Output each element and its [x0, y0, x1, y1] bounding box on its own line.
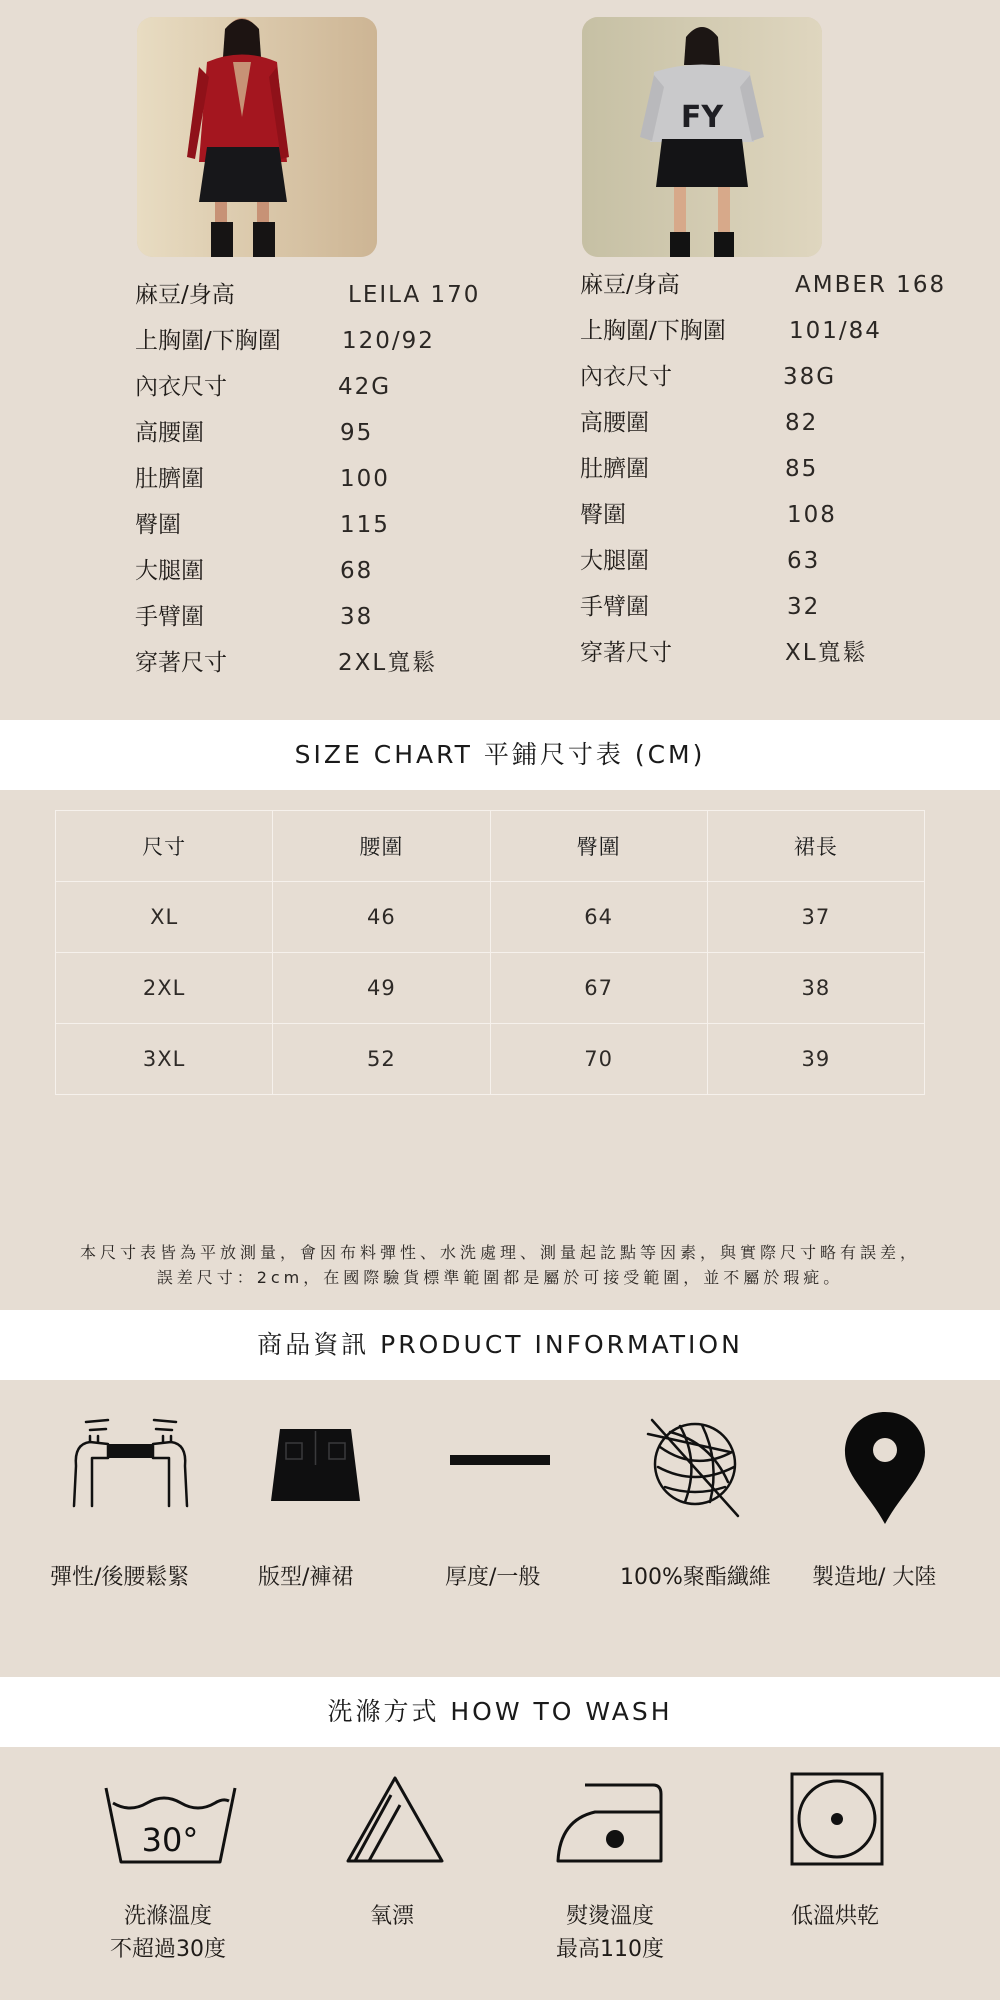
info-label: 100%聚酯纖維 [620, 1565, 771, 1590]
table-cell: 67 [490, 953, 707, 1024]
info-label: 彈性/後腰鬆緊 [50, 1565, 190, 1590]
stat-value: XL寬鬆 [785, 640, 868, 666]
table-cell: XL [56, 882, 273, 953]
table-cell: 3XL [56, 1024, 273, 1095]
stat-value: 38G [783, 364, 837, 390]
stat-label: 麻豆/身高 [580, 272, 680, 298]
stat-row [135, 364, 515, 410]
table-cell: 52 [273, 1024, 490, 1095]
stat-label: 內衣尺寸 [580, 364, 672, 390]
table-header: 尺寸 [56, 811, 273, 882]
model-photo-leila [137, 17, 377, 257]
stat-label: 上胸圍/下胸圍 [580, 318, 726, 344]
stat-label: 穿著尺寸 [135, 650, 227, 676]
stat-value: 115 [340, 512, 390, 538]
info-label: 製造地/ 大陸 [812, 1565, 937, 1590]
stat-value: AMBER 168 [795, 272, 947, 298]
stretch-band-icon [68, 1414, 193, 1510]
table-row [56, 882, 925, 953]
wash-label-line1: 氧漂 [369, 1904, 414, 1929]
product-info-banner: 商品資訊 PRODUCT INFORMATION [0, 1310, 1000, 1380]
stat-row [135, 456, 515, 502]
stat-row [580, 354, 980, 400]
stat-label: 手臂圍 [135, 604, 204, 630]
wash-30-icon [103, 1785, 238, 1865]
yarn-ball-icon [640, 1412, 750, 1522]
wash-banner: 洗滌方式 HOW TO WASH [0, 1677, 1000, 1747]
stat-row [580, 538, 980, 584]
stat-label: 穿著尺寸 [580, 640, 672, 666]
stat-value: 82 [785, 410, 819, 436]
wash-label [735, 1900, 935, 1933]
wash-label [510, 1900, 710, 1966]
stat-value: 85 [785, 456, 819, 482]
table-cell: 49 [273, 953, 490, 1024]
model-stats-leila [135, 272, 515, 686]
table-cell: 2XL [56, 953, 273, 1024]
stat-label: 臀圍 [135, 512, 181, 538]
stat-label: 麻豆/身高 [135, 282, 235, 308]
stat-label: 手臂圍 [580, 594, 649, 620]
stat-row [580, 446, 980, 492]
stat-value: 100 [340, 466, 390, 492]
table-header: 臀圍 [490, 811, 707, 882]
stat-row [135, 502, 515, 548]
stat-value: 101/84 [789, 318, 882, 344]
stat-row [580, 584, 980, 630]
tumble-dry-low-icon [790, 1772, 884, 1866]
stat-label: 大腿圍 [580, 548, 649, 574]
wash-label-line2: 最高110度 [556, 1937, 664, 1962]
stat-label: 肚臍圍 [135, 466, 204, 492]
stat-value: 38 [340, 604, 374, 630]
stat-row [580, 400, 980, 446]
bleach-icon [345, 1775, 445, 1865]
stat-value: LEILA 170 [348, 282, 481, 308]
location-pin-icon [843, 1410, 927, 1526]
table-cell: 70 [490, 1024, 707, 1095]
table-cell: 64 [490, 882, 707, 953]
info-label: 版型/褲裙 [258, 1565, 354, 1590]
size-chart-note [20, 1240, 980, 1290]
size-chart-table [55, 810, 925, 1095]
size-chart-note-line: 本尺寸表皆為平放測量，會因布料彈性、水洗處理、測量起訖點等因素，與實際尺寸略有誤差， [79, 1243, 920, 1262]
stat-value: 120/92 [342, 328, 435, 354]
stat-label: 臀圍 [580, 502, 626, 528]
table-header: 腰圍 [273, 811, 490, 882]
stat-row [580, 630, 980, 676]
stat-row [580, 262, 980, 308]
wash-label-line1: 洗滌溫度 [123, 1904, 212, 1929]
stat-label: 內衣尺寸 [135, 374, 227, 400]
stat-value: 2XL寬鬆 [338, 650, 438, 676]
table-cell: 46 [273, 882, 490, 953]
table-row [56, 953, 925, 1024]
iron-icon [555, 1782, 665, 1864]
table-cell: 39 [707, 1024, 924, 1095]
wash-label-line1: 熨燙溫度 [565, 1904, 654, 1929]
stat-label: 高腰圍 [580, 410, 649, 436]
table-row [56, 1024, 925, 1095]
stat-label: 高腰圍 [135, 420, 204, 446]
stat-row [135, 594, 515, 640]
table-cell: 38 [707, 953, 924, 1024]
wash-label [292, 1900, 492, 1933]
stat-row [135, 272, 515, 318]
stat-row [135, 410, 515, 456]
stat-value: 63 [787, 548, 821, 574]
size-chart-banner: SIZE CHART 平鋪尺寸表 (CM) [0, 720, 1000, 790]
size-chart-note-line: 誤差尺寸：2cm，在國際驗貨標準範圍都是屬於可接受範圍，並不屬於瑕疵。 [156, 1268, 844, 1287]
stat-label: 大腿圍 [135, 558, 204, 584]
info-label: 厚度/一般 [445, 1565, 541, 1590]
stat-row [135, 548, 515, 594]
stat-row [135, 640, 515, 686]
table-header-row [56, 811, 925, 882]
stat-row [580, 308, 980, 354]
stat-value: 108 [787, 502, 837, 528]
stat-value: 68 [340, 558, 374, 584]
table-header: 裙長 [707, 811, 924, 882]
stat-value: 32 [787, 594, 821, 620]
thickness-line-icon [450, 1452, 550, 1466]
wash-label-line1: 低溫烘乾 [790, 1904, 879, 1929]
wash-label [68, 1900, 268, 1966]
stat-row [135, 318, 515, 364]
model-photo-amber [582, 17, 822, 257]
model-stats-amber [580, 262, 980, 676]
stat-row [580, 492, 980, 538]
shirt-print-text: FY [680, 100, 724, 135]
stat-value: 95 [340, 420, 374, 446]
skort-icon [268, 1425, 363, 1505]
wash-temperature-text: 30° [141, 1821, 199, 1859]
stat-value: 42G [338, 374, 392, 400]
stat-label: 肚臍圍 [580, 456, 649, 482]
wash-label-line2: 不超過30度 [110, 1937, 226, 1962]
table-cell: 37 [707, 882, 924, 953]
stat-label: 上胸圍/下胸圍 [135, 328, 281, 354]
